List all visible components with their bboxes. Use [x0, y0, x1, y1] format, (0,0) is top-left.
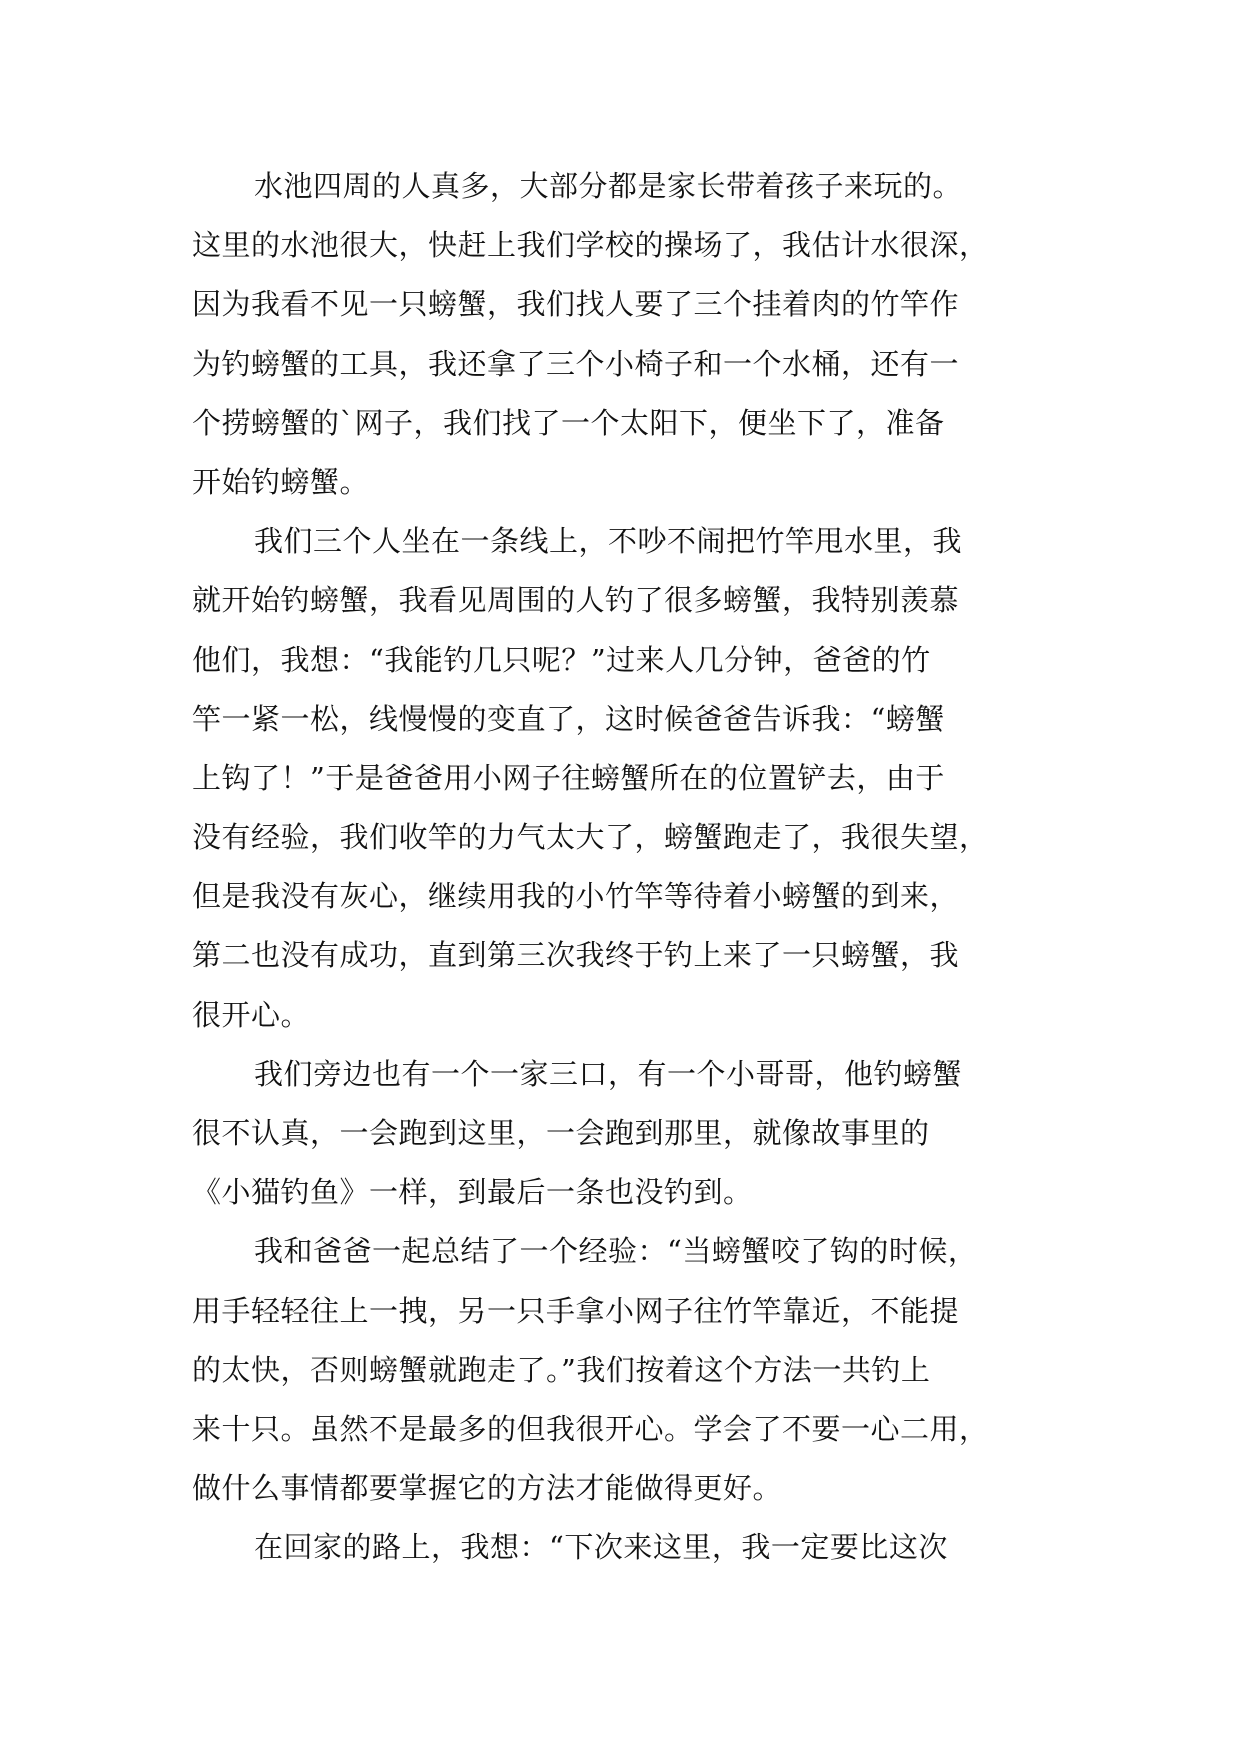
- paragraph-arrival: [192, 157, 1052, 512]
- text-line: 做什么事情都要掌握它的方法才能做得更好。: [192, 1471, 783, 1506]
- text-line: 我和爸爸一起总结了一个经验：“当螃蟹咬了钩的时候，: [254, 1234, 978, 1269]
- text-line: 我们三个人坐在一条线上，不吵不闹把竹竿甩水里，我: [254, 524, 963, 559]
- text-line: 为钓螃蟹的工具，我还拿了三个小椅子和一个水桶，还有一: [192, 346, 960, 381]
- text-line: 个捞螃蟹的`网子，我们找了一个太阳下，便坐下了，准备: [192, 405, 945, 440]
- text-line: 开始钓螃蟹。: [192, 464, 370, 499]
- text-line: 的太快，否则螃蟹就跑走了。”我们按着这个方法一共钓上: [192, 1352, 931, 1387]
- text-line: 上钩了！”于是爸爸用小网子往螃蟹所在的位置铲去，由于: [192, 760, 945, 795]
- text-line: 来十只。虽然不是最多的但我很开心。学会了不要一心二用，: [192, 1411, 989, 1446]
- text-line: 水池四周的人真多，大部分都是家长带着孩子来玩的。: [254, 169, 963, 203]
- text-line: 他们，我想：“我能钓几只呢？”过来人几分钟，爸爸的竹: [192, 642, 931, 677]
- paragraph-homeward: [192, 1518, 1052, 1577]
- text-line: 很开心。: [192, 997, 311, 1032]
- text-line: 我们旁边也有一个一家三口，有一个小哥哥，他钓螃蟹: [254, 1056, 963, 1091]
- body-text: [192, 157, 1052, 1578]
- text-line: 就开始钓螃蟹，我看见周围的人钓了很多螃蟹，我特别羡慕: [192, 583, 960, 618]
- text-line: 很不认真，一会跑到这里，一会跑到那里，就像故事里的: [192, 1116, 930, 1150]
- text-line: 在回家的路上，我想：“下次来这里，我一定要比这次: [254, 1530, 948, 1565]
- text-line: 没有经验，我们收竿的力气太大了，螃蟹跑走了，我很失望，: [192, 820, 989, 855]
- paragraph-lesson: [192, 1222, 1052, 1518]
- paragraph-fishing: [192, 512, 1052, 1045]
- text-line: 但是我没有灰心，继续用我的小竹竿等待着小螃蟹的到来，: [192, 879, 960, 914]
- text-line: 这里的水池很大，快赶上我们学校的操场了，我估计水很深，: [192, 228, 989, 263]
- text-line: 用手轻轻往上一拽，另一只手拿小网子往竹竿靠近，不能提: [192, 1293, 960, 1328]
- text-line: 第二也没有成功，直到第三次我终于钓上来了一只螃蟹，我: [192, 938, 960, 973]
- text-line: 《小猫钓鱼》一样，到最后一条也没钓到。: [192, 1175, 753, 1210]
- paragraph-neighbor: [192, 1045, 1052, 1223]
- text-line: 因为我看不见一只螃蟹，我们找人要了三个挂着肉的竹竿作: [192, 287, 960, 322]
- text-line: 竿一紧一松，线慢慢的变直了，这时候爸爸告诉我：“螃蟹: [192, 701, 945, 736]
